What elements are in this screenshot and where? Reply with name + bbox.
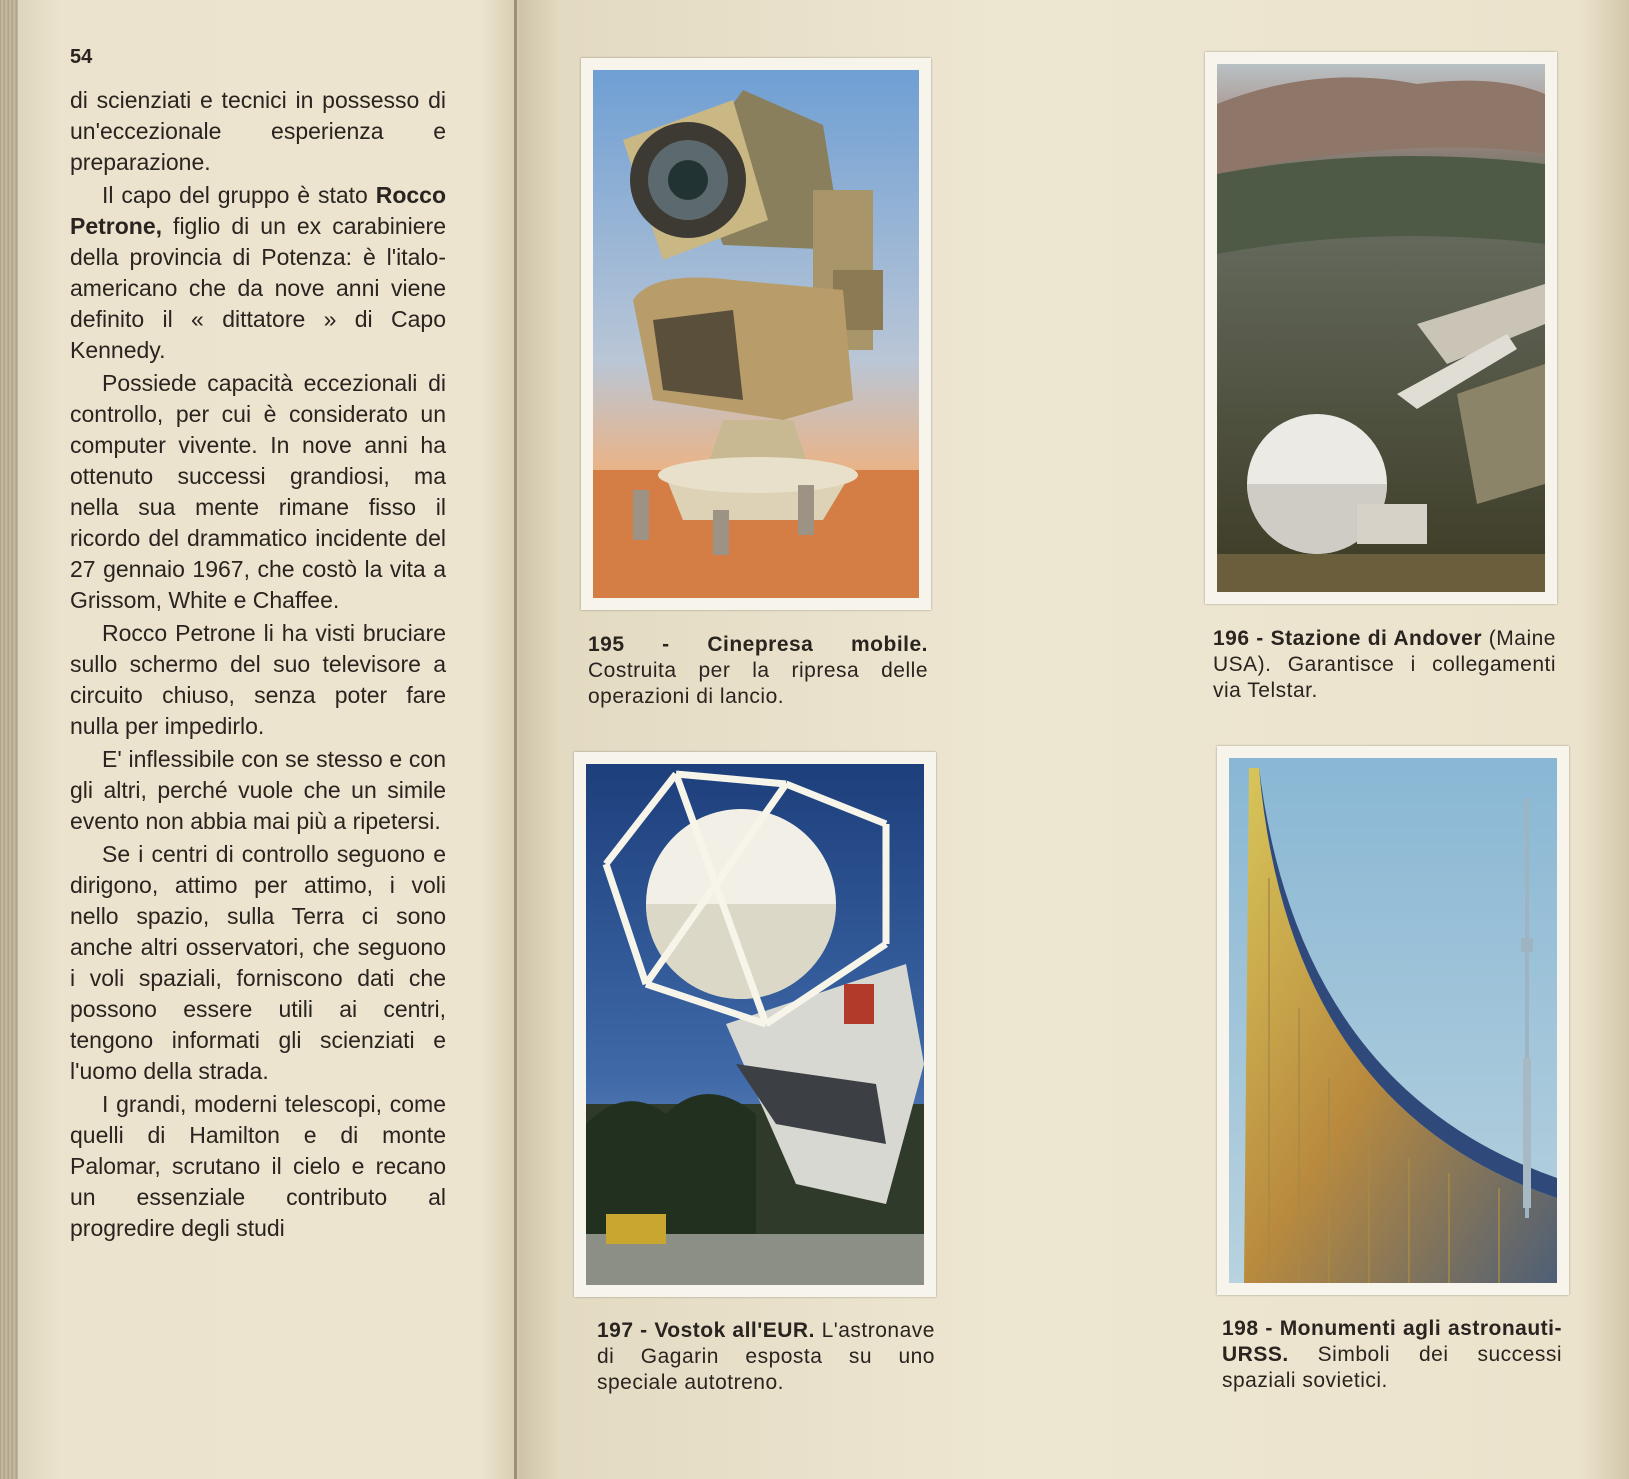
card-description: Costruita per la ripresa delle operazioni di lancio. xyxy=(588,659,928,708)
body-paragraph xyxy=(70,368,446,616)
text-run: Il capo del gruppo è stato xyxy=(102,182,376,208)
monument-photo xyxy=(1229,758,1557,1283)
body-paragraph xyxy=(70,839,446,1087)
body-paragraph xyxy=(70,180,446,366)
text-run: Rocco Petrone li ha visti bruciare sullo schermo del suo televisore a circuito chiuso, senza poter fare nulla per impedirlo. xyxy=(70,620,446,739)
card-196 xyxy=(1205,52,1557,604)
caption-197 xyxy=(597,1318,935,1396)
card-number: 197 xyxy=(597,1319,634,1342)
card-number: 196 xyxy=(1213,627,1250,650)
caption-separator: - xyxy=(624,633,708,656)
card-195 xyxy=(581,58,931,610)
body-paragraph xyxy=(70,618,446,742)
caption-separator: - xyxy=(633,1319,655,1342)
card-title: Cinepresa mobile. xyxy=(707,633,928,656)
text-run: E' inflessibile con se stesso e con gli altri, perché vuole che un simile evento non abbia mai più a ripetersi. xyxy=(70,746,446,834)
text-run: Se i centri di controllo seguono e dirigono, attimo per attimo, i voli nello spazio, sulla Terra ci sono anche altri osservatori, che seguono i voli spaziali, forniscono dati che possono essere utili ai centri, tengono informati gli scienziati e l'uomo della strada. xyxy=(70,841,446,1084)
text-run: I grandi, moderni telescopi, come quelli di Hamilton e di monte Palomar, scrutano il cielo e recano un essenziale contributo al progredire degli studi xyxy=(70,1091,446,1241)
movie-camera-photo xyxy=(593,70,919,598)
body-paragraph xyxy=(70,744,446,837)
caption-196 xyxy=(1213,626,1556,704)
body-paragraph xyxy=(70,1089,446,1244)
card-title: Monumenti agli astronauti-URSS. xyxy=(1222,1317,1562,1366)
caption-198 xyxy=(1222,1316,1562,1394)
card-198 xyxy=(1217,746,1569,1295)
card-description: L'astronave di Gagarin esposta su uno speciale autotreno. xyxy=(597,1319,935,1394)
caption-separator: - xyxy=(1258,1317,1280,1340)
text-run: di scienziati e tecnici in possesso di un'eccezionale esperienza e preparazione. xyxy=(70,87,446,175)
card-197 xyxy=(574,752,936,1297)
radome-station-photo xyxy=(1217,64,1545,592)
card-number: 195 xyxy=(588,633,625,656)
card-description: Simboli dei successi spaziali sovietici. xyxy=(1222,1343,1562,1392)
center-fold xyxy=(514,0,517,1479)
card-title: Stazione di Andover xyxy=(1270,627,1483,650)
card-number: 198 xyxy=(1222,1317,1259,1340)
bold-run: Rocco Petrone, xyxy=(70,182,446,239)
page-number: 54 xyxy=(70,46,93,68)
vostok-rocket-photo xyxy=(586,764,924,1285)
page-edges xyxy=(0,0,18,1479)
text-run: Possiede capacità eccezionali di controllo, per cui è considerato un computer vivente. In nove anni ha ottenuto successi grandiosi, ma nella sua mente rimane fisso il ricordo del drammatico incidente del 27 gennaio 1967, che costò la vita a Grissom, White e Chaffee. xyxy=(70,370,446,613)
caption-separator: - xyxy=(1249,627,1271,650)
body-text xyxy=(70,85,446,1244)
caption-195 xyxy=(588,632,928,710)
card-description: (Maine USA). Garantisce i collegamenti via Telstar. xyxy=(1213,627,1556,702)
card-title: Vostok all'EUR. xyxy=(654,1319,815,1342)
text-run: figlio di un ex carabiniere della provincia di Potenza: è l'italo-americano che da nove anni viene definito il « dittatore » di Capo Kennedy. xyxy=(70,213,446,363)
body-paragraph xyxy=(70,85,446,178)
